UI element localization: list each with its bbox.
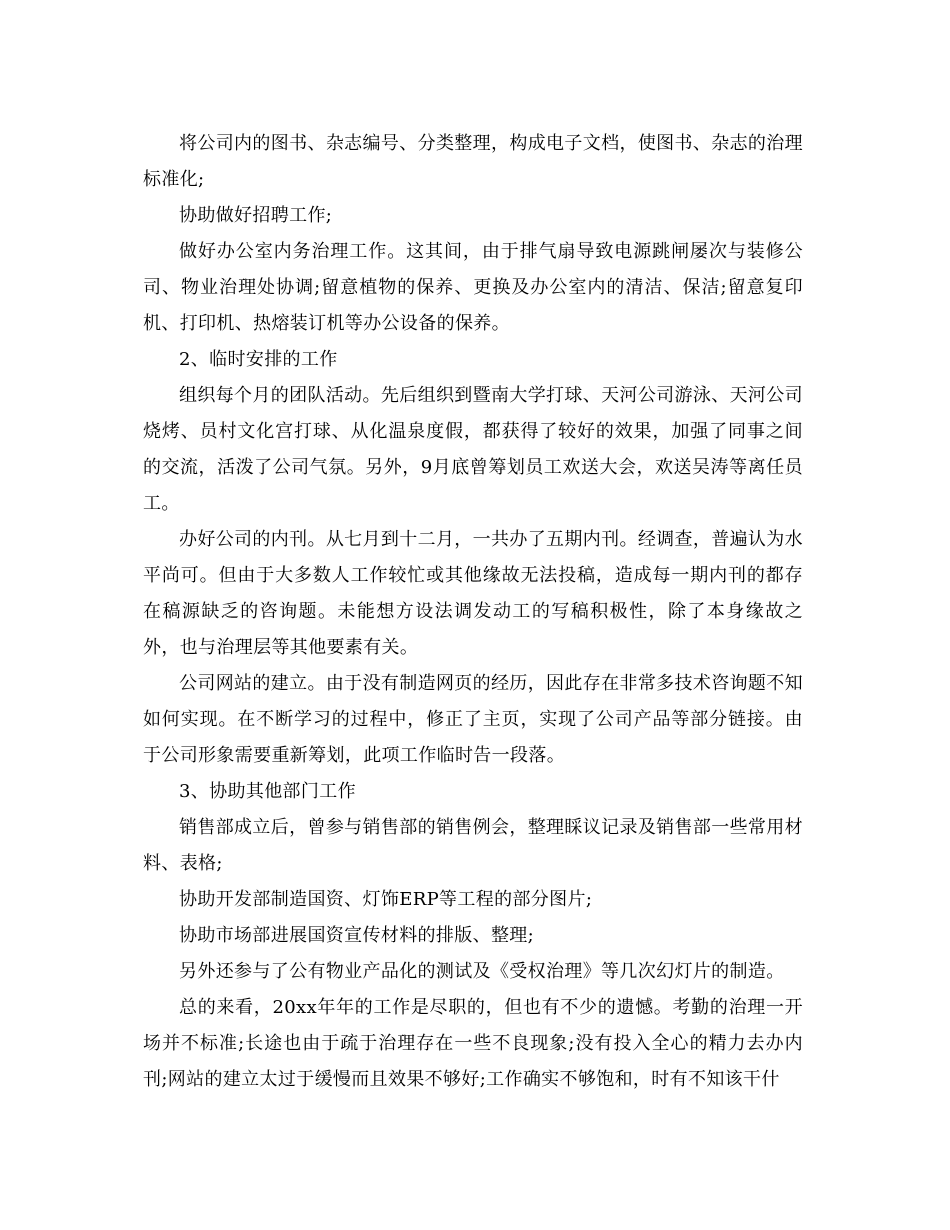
section-heading-temporary-work: 2、临时安排的工作	[179, 349, 338, 370]
paragraph-recruitment: 协助做好招聘工作;	[179, 205, 333, 226]
paragraph-website: 公司网站的建立。由于没有制造网页的经历，因此存在非常多技术咨询题不知如何实现。在不断学习的过程中，修正了主页，实现了公司产品等部分链接。由于公司形象需要重新筹划，此项工作临时告一段落。	[143, 673, 803, 766]
paragraph-marketing-department: 协助市场部进展国资宣传材料的排版、整理;	[179, 925, 535, 946]
paragraph-development-department: 协助开发部制造国资、灯饰ERP等工程的部分图片;	[179, 889, 593, 910]
document-body	[143, 126, 803, 1098]
paragraph-sales-department: 销售部成立后，曾参与销售部的销售例会，整理睬议记录及销售部一些常用材料、表格;	[143, 817, 803, 874]
paragraph-other-participation: 另外还参与了公有物业产品化的测试及《受权治理》等几次幻灯片的制造。	[179, 961, 785, 982]
paragraph-internal-journal: 办好公司的内刊。从七月到十二月，一共办了五期内刊。经调查，普遍认为水平尚可。但由于大多数人工作较忙或其他缘故无法投稿，造成每一期内刊的都存在稿源缺乏的咨询题。未能想方设法调发动工的写稿积极性，除了本身缘故之外，也与治理层等其他要素有关。	[143, 529, 803, 658]
paragraph-summary: 总的来看，20xx年年的工作是尽职的，但也有不少的遗憾。考勤的治理一开场并不标准;长途也由于疏于治理存在一些不良现象;没有投入全心的精力去办内刊;网站的建立太过于缓慢而且效果不够好;工作确实不够饱和，时有不知该干什	[143, 997, 803, 1090]
section-heading-assist-departments: 3、协助其他部门工作	[179, 781, 356, 802]
paragraph-office-affairs: 做好办公室内务治理工作。这其间，由于排气扇导致电源跳闸屡次与装修公司、物业治理处协调;留意植物的保养、更换及办公室内的清洁、保洁;留意复印机、打印机、热熔装订机等办公设备的保养。	[143, 241, 803, 334]
paragraph-books-archiving: 将公司内的图书、杂志编号、分类整理，构成电子文档，使图书、杂志的治理标准化;	[143, 133, 803, 190]
paragraph-team-activities: 组织每个月的团队活动。先后组织到暨南大学打球、天河公司游泳、天河公司烧烤、员村文化宫打球、从化温泉度假，都获得了较好的效果，加强了同事之间的交流，活泼了公司气氛。另外，9月底曾筹划员工欢送大会，欢送吴涛等离任员工。	[143, 385, 803, 514]
